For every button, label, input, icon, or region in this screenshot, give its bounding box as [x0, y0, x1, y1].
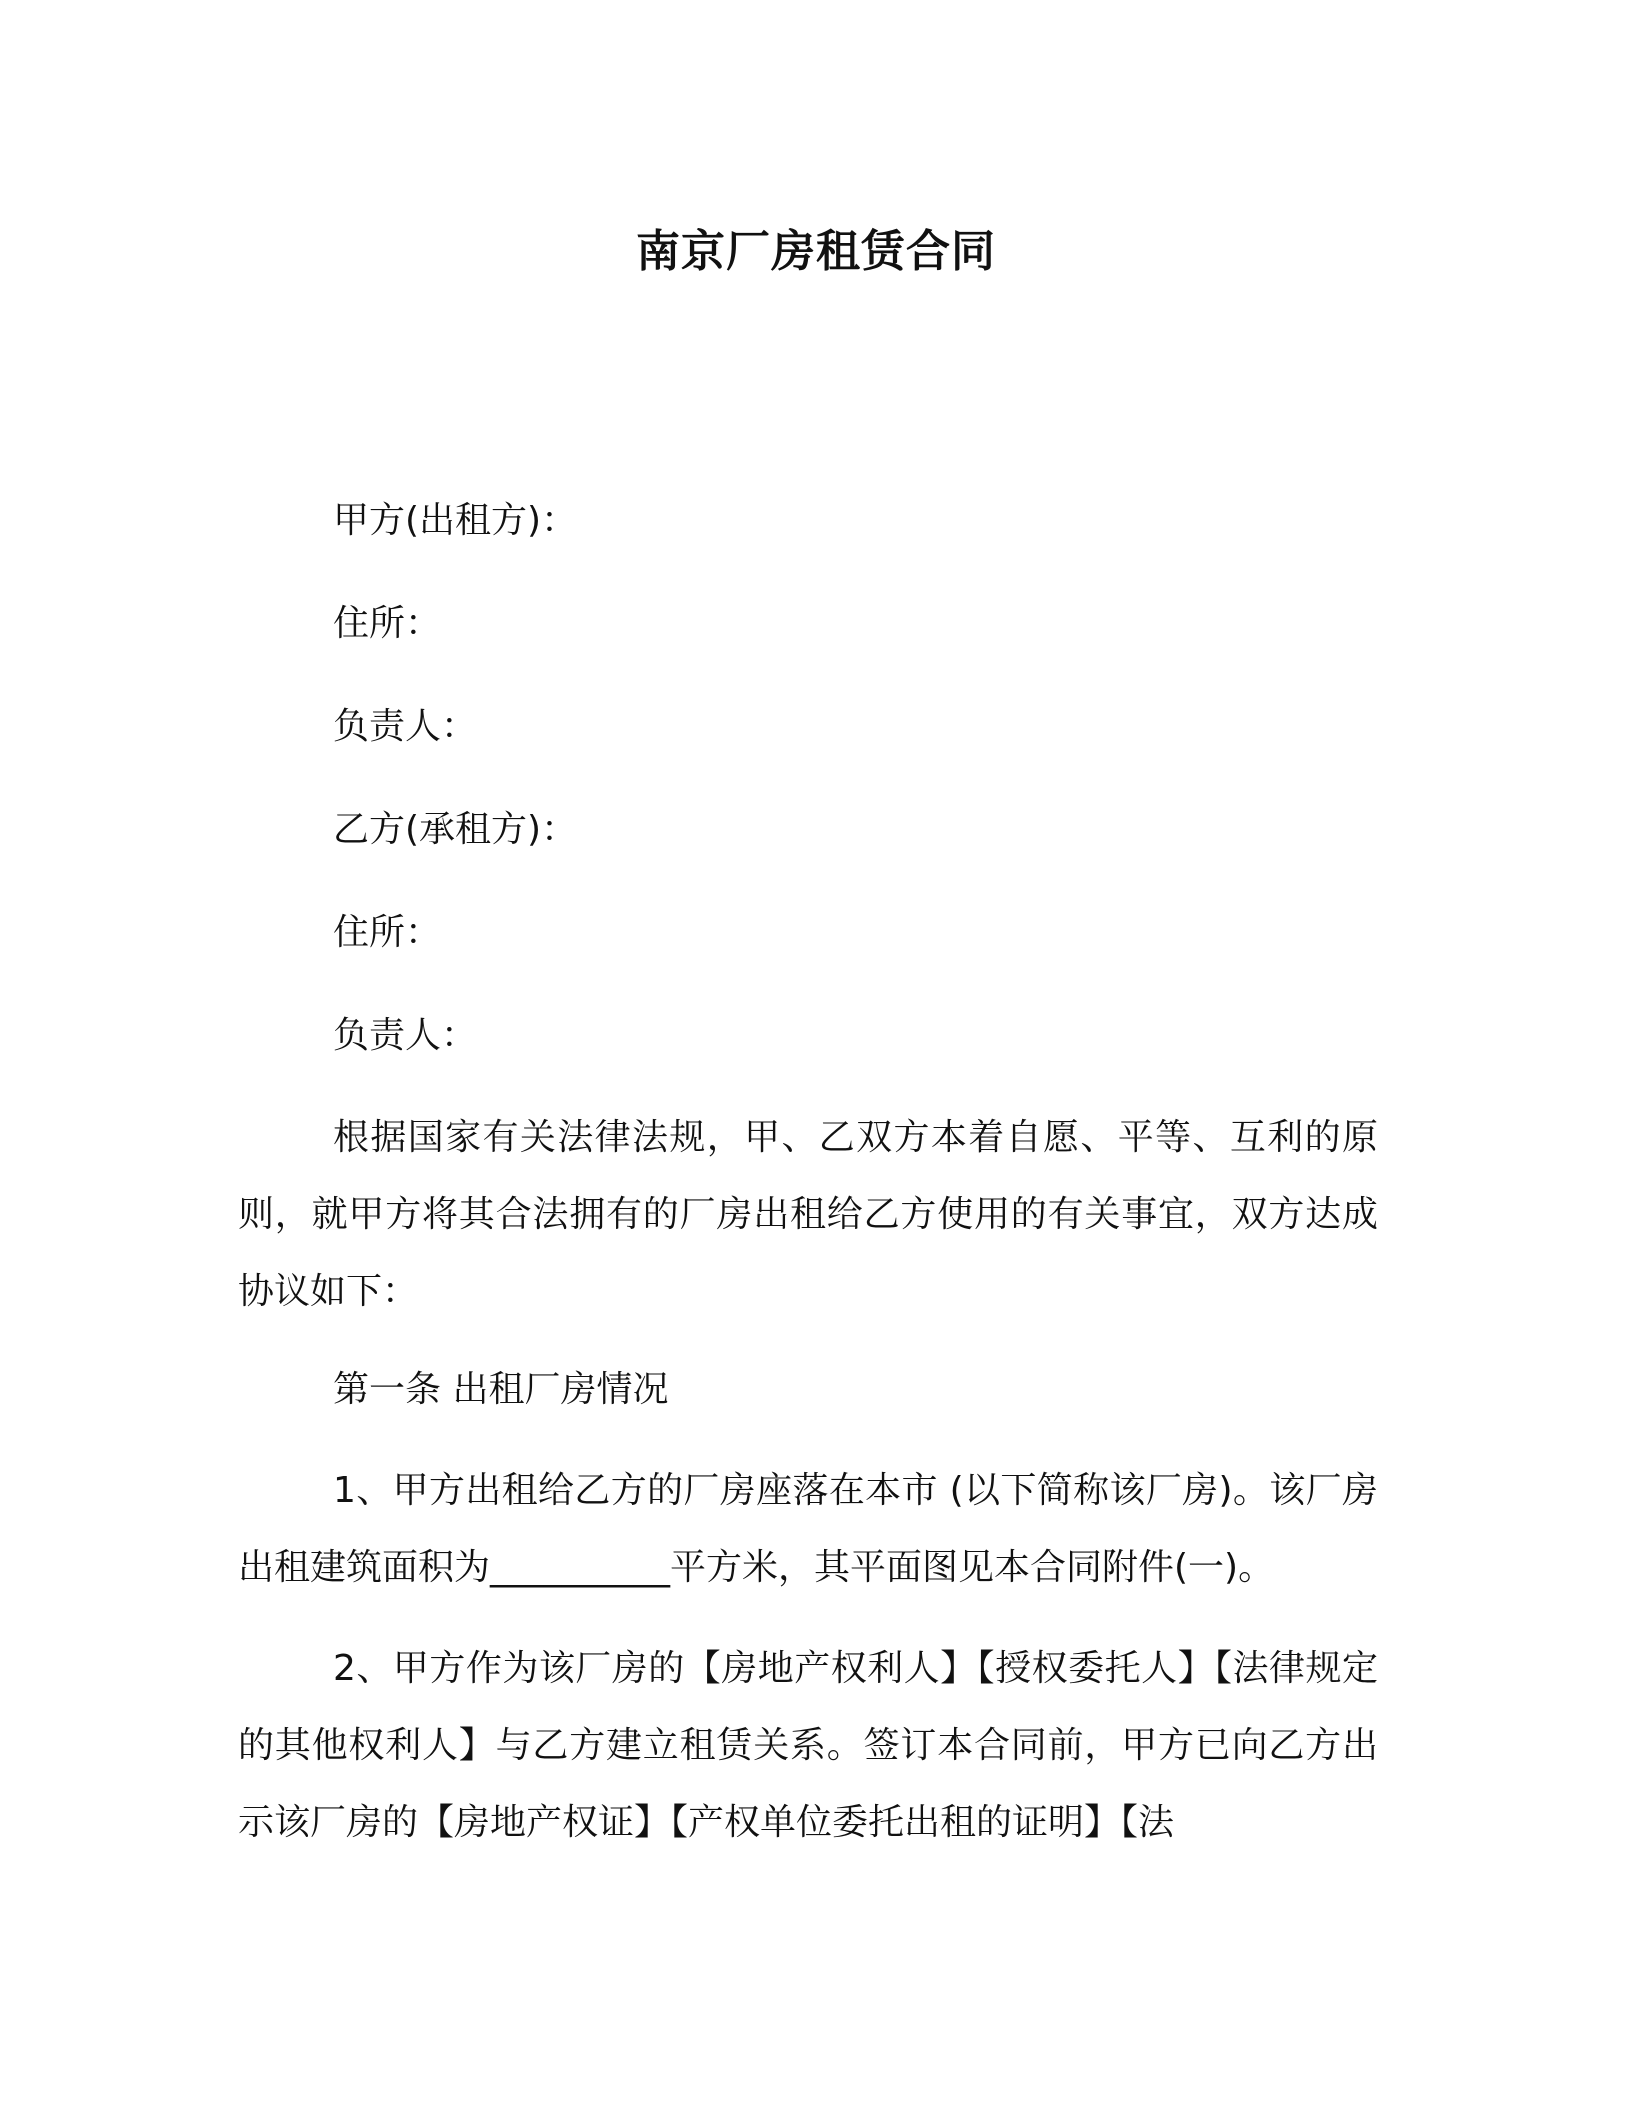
- article-1-clause-1: 1、甲方出租给乙方的厂房座落在本市 (以下简称该厂房)。该厂房出租建筑面积为__________平方米，其平面图见本合同附件(一)。: [238, 1470, 1378, 1588]
- party-a-label: 甲方(出租方)：: [333, 500, 578, 541]
- article-1-clause-2: 2、甲方作为该厂房的【房地产权利人】【授权委托人】【法律规定的其他权利人】与乙方建立租赁关系。签订本合同前，甲方已向乙方出示该厂房的【房地产权证】【产权单位委托出租的证明】【法: [238, 1648, 1378, 1843]
- party-b-label: 乙方(承租方)：: [333, 809, 578, 850]
- intro-paragraph: 根据国家有关法律法规，甲、乙双方本着自愿、平等、互利的原则，就甲方将其合法拥有的厂房出租给乙方使用的有关事宜，双方达成协议如下：: [238, 1117, 1378, 1312]
- party-a-address-label: 住所：: [333, 603, 442, 644]
- article-1-heading: 第一条 出租厂房情况: [333, 1369, 669, 1410]
- party-b-representative-label: 负责人：: [333, 1015, 478, 1056]
- party-a-representative-label: 负责人：: [333, 706, 478, 747]
- party-b-address-label: 住所：: [333, 912, 442, 953]
- document-title: 南京厂房租赁合同: [636, 226, 996, 277]
